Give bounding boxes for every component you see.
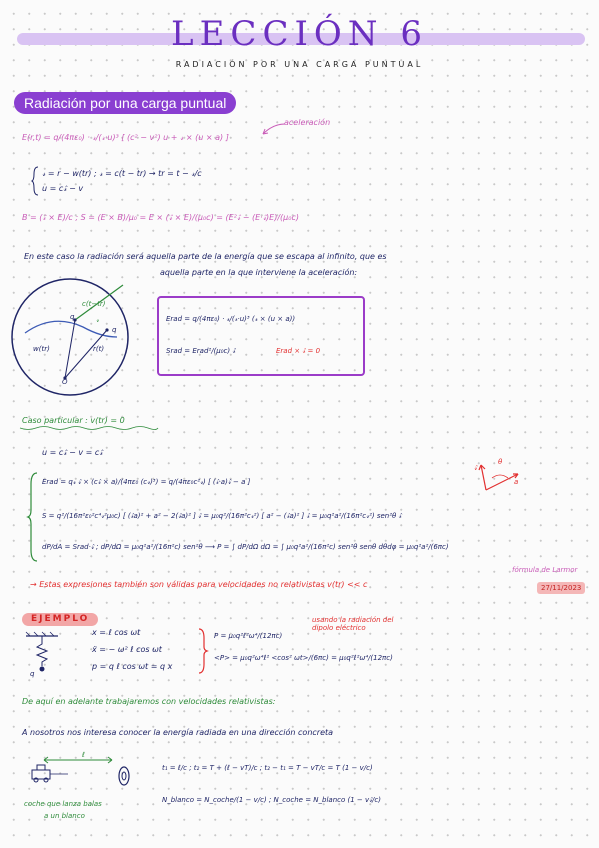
poynting-special-case: S = q²/(16π²ε₀²c⁴𝓇²μ₀c) [ (𝓇̂a)² + a² − 2(𝓇̂a)² ] 𝓇̂ = μ₀q²/(16π²c𝓇²) [ a² − (𝓇̂a)² ] 𝓇̂ = μ₀q²a²/(16π²c𝓇²) sen²θ 𝓇̂ (42, 512, 402, 520)
example-average-power: <P> = μ₀q²ω⁴ℓ² <cos² ωt>/(6πc) = μ₀q²ℓ²ω⁴/(12πc) (214, 654, 393, 662)
special-case-heading: Caso particular : v(tr) = 0 (22, 416, 125, 425)
example-badge: EJEMPLO (22, 613, 98, 626)
time-equations: t₁ = ℓ/c ; t₂ = T + (ℓ − vT)/c ; t₂ − t₁ = T − vT/c = T (1 − v/c) (162, 764, 373, 772)
u-special-case: u = c𝓇̂ − v = c𝓇̂ (42, 448, 103, 457)
car-target-diagram (28, 752, 146, 794)
radiation-explanation-line-1: En este caso la radiación será aquella parte de la energía que se escapa al infinito, que es (24, 252, 387, 261)
acceleration-arrow (255, 120, 290, 140)
radiation-orthogonality: Erad × 𝓇̂ = 0 (276, 347, 321, 355)
diagram-label-r: r(t) (93, 345, 105, 353)
dipole-moment-equation: p = q ℓ cos ωt = q x (92, 662, 173, 671)
car-caption-line-1: coche que lanza balas (24, 800, 102, 808)
acceleration-equation: ẍ = − ω² ℓ cos ωt (92, 645, 162, 654)
retarded-position-diagram (5, 275, 145, 405)
example-brace (198, 628, 208, 674)
theta-symbol: θ (498, 458, 503, 466)
larmor-label: fórmula de Larmor (512, 566, 578, 574)
u-vector-definition: u = c𝓇̂ − v (42, 184, 84, 193)
diagram-label-w: w(tr) (33, 345, 50, 353)
electric-field-equation: E(r,t) = q/(4πε₀) · 𝓇/(𝓇·u)³ [ (c² − v²) u + 𝓇 × (u × a) ] (22, 133, 229, 142)
relativistic-intro: De aquí en adelante trabajaremos con velocidades relativistas: (22, 697, 276, 706)
brace-left (32, 166, 40, 196)
example-charge-label: q (30, 670, 35, 678)
theta-hat-a: a (514, 478, 519, 486)
retarded-position-definition: 𝓇 = r − w(tr) ; 𝓇 = c(t − tr) → tr = t − 𝓇/c (42, 169, 202, 178)
example-power: P = μ₀q²ℓ²ω⁴/(12πc) (214, 632, 283, 640)
direction-intro: A nosotros nos interesa conocer la energía radiada en una dirección concreta (22, 728, 334, 737)
diagram-label-rc: c(t−tr) (82, 300, 106, 308)
car-caption-line-2: a un blanco (44, 812, 85, 820)
nonrelativistic-note: → Estas expresiones también son válidas para velocidades no relativistas v(tr) << c (30, 580, 368, 589)
diagram-label-script-r: 𝓇 (96, 316, 99, 324)
radiation-explanation-line-2: aquella parte en la que interviene la aceleración: (160, 268, 358, 277)
radiation-fields-box (157, 296, 365, 376)
position-equation: x = ℓ cos ωt (92, 628, 141, 637)
special-case-underline (20, 426, 160, 432)
special-case-brace (28, 472, 38, 562)
acceleration-note: aceleración (284, 118, 331, 127)
distance-label: ℓ (82, 751, 85, 759)
page-title: LECCIÓN 6 (171, 14, 428, 54)
erad-special-case: Erad = q𝓇 𝓇̂ × (c𝓇̂ × a)/(4πε₀ (c𝓇)³) = q/(4πε₀c²𝓇) [ (𝓇̂·a)𝓇̂ − a ] (42, 478, 251, 486)
theta-angle-diagram (478, 460, 528, 500)
diagram-label-origin: O (62, 378, 68, 386)
dipole-note: usando la radiación del dipolo eléctrico (312, 616, 394, 632)
page-subtitle: RADIACIÓN POR UNA CARGA PUNTUAL (175, 60, 424, 69)
diagram-label-q: q (70, 313, 75, 321)
section-heading: Radiación por una carga puntual (14, 92, 236, 114)
date-badge: 27/11/2023 (537, 582, 585, 594)
radiation-electric-field: Erad = q/(4πε₀) · 𝓇/(𝓇·u)³ (𝓇 × (u × a)) (166, 315, 296, 323)
theta-hat-r: 𝓇̂ (474, 464, 477, 472)
count-equations: N_blanco = N_coche/(1 − v/c) ; N_coche = N_blanco (1 − v𝓇̂/c) (162, 796, 381, 804)
radiation-poynting: Srad = Erad²/(μ₀c) 𝓇̂ (166, 347, 236, 355)
diagram-label-field-point: q (112, 326, 117, 334)
magnetic-field-and-poynting: B = (𝓇̂ × E)/c ; S = (E × B)/μ₀ = E × (𝓇̂ × E)/(μ₀c) = (E²𝓇̂ − (E·𝓇̂)E)/(μ₀c) (22, 213, 299, 222)
power-special-case: dP/dA = Srad·𝓇̂ ; dP/dΩ = μ₀q²a²/(16π²c) sen²θ ⟶ P = ∫ dP/dΩ dΩ = ∫ μ₀q²a²/(16π²c) sen²θ senθ dθdφ = μ₀q²a²/(6πc) (42, 543, 449, 551)
